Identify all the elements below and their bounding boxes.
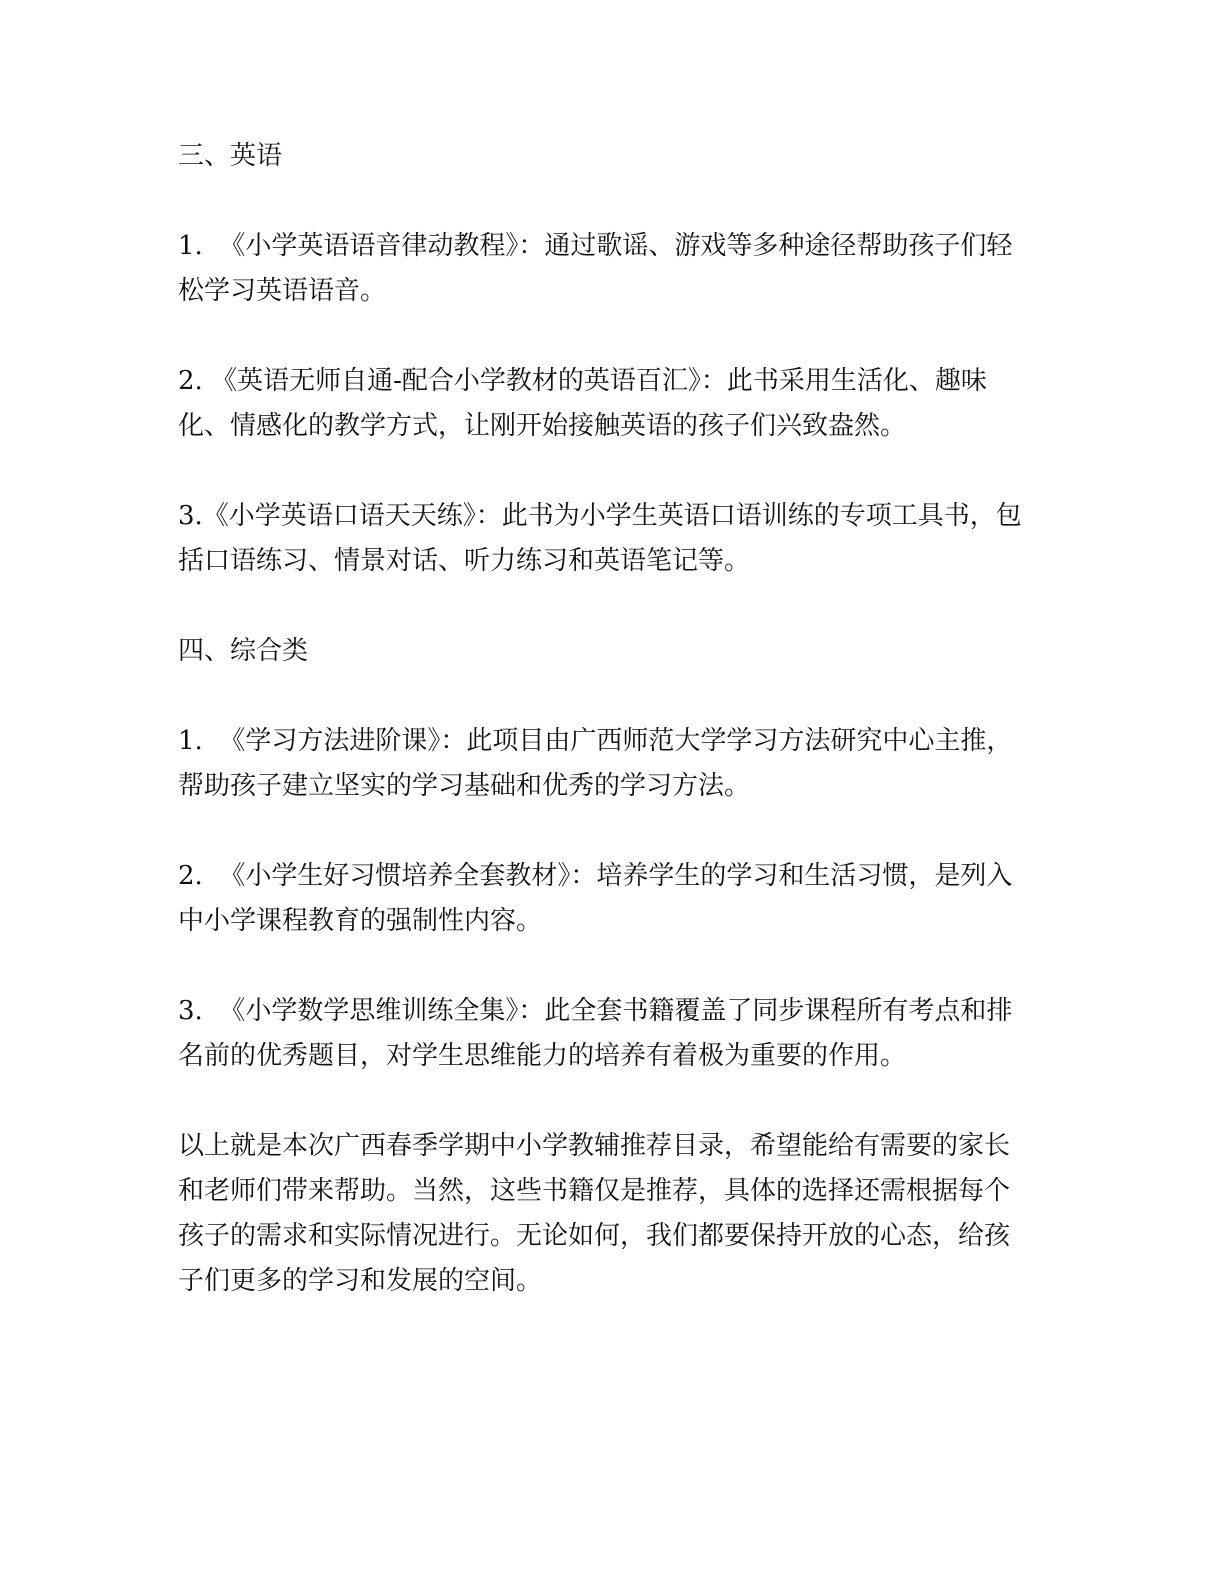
list-item-general-2: 2. 《小学生好习惯培养全套教材》：培养学生的学习和生活习惯，是列入中小学课程教育的强制性内容。 [178, 861, 1013, 936]
conclusion-paragraph: 以上就是本次广西春季学期中小学教辅推荐目录，希望能给有需要的家长和老师们带来帮助。当然，这些书籍仅是推荐，具体的选择还需根据每个孩子的需求和实际情况进行。无论如何，我们都要保持开放的心态，给孩子们更多的学习和发展的空间。 [178, 1131, 1011, 1296]
list-item-english-2: 2. 《英语无师自通-配合小学教材的英语百汇》：此书采用生活化、趣味化、情感化的教学方式，让刚开始接触英语的孩子们兴致盎然。 [178, 366, 987, 441]
section-heading-general: 四、综合类 [178, 636, 309, 666]
list-item-general-1: 1. 《学习方法进阶课》：此项目由广西师范大学学习方法研究中心主推，帮助孩子建立坚实的学习基础和优秀的学习方法。 [178, 726, 1013, 801]
list-item-english-1: 1. 《小学英语语音律动教程》：通过歌谣、游戏等多种途径帮助孩子们轻松学习英语语音。 [178, 231, 1013, 306]
list-item-general-3: 3. 《小学数学思维训练全集》：此全套书籍覆盖了同步课程所有考点和排名前的优秀题目，对学生思维能力的培养有着极为重要的作用。 [178, 996, 1013, 1071]
document-page [178, 134, 1028, 1304]
section-heading-english: 三、英语 [178, 141, 283, 171]
list-item-english-3: 3.《小学英语口语天天练》：此书为小学生英语口语训练的专项工具书，包括口语练习、情景对话、听力练习和英语笔记等。 [178, 501, 1022, 576]
